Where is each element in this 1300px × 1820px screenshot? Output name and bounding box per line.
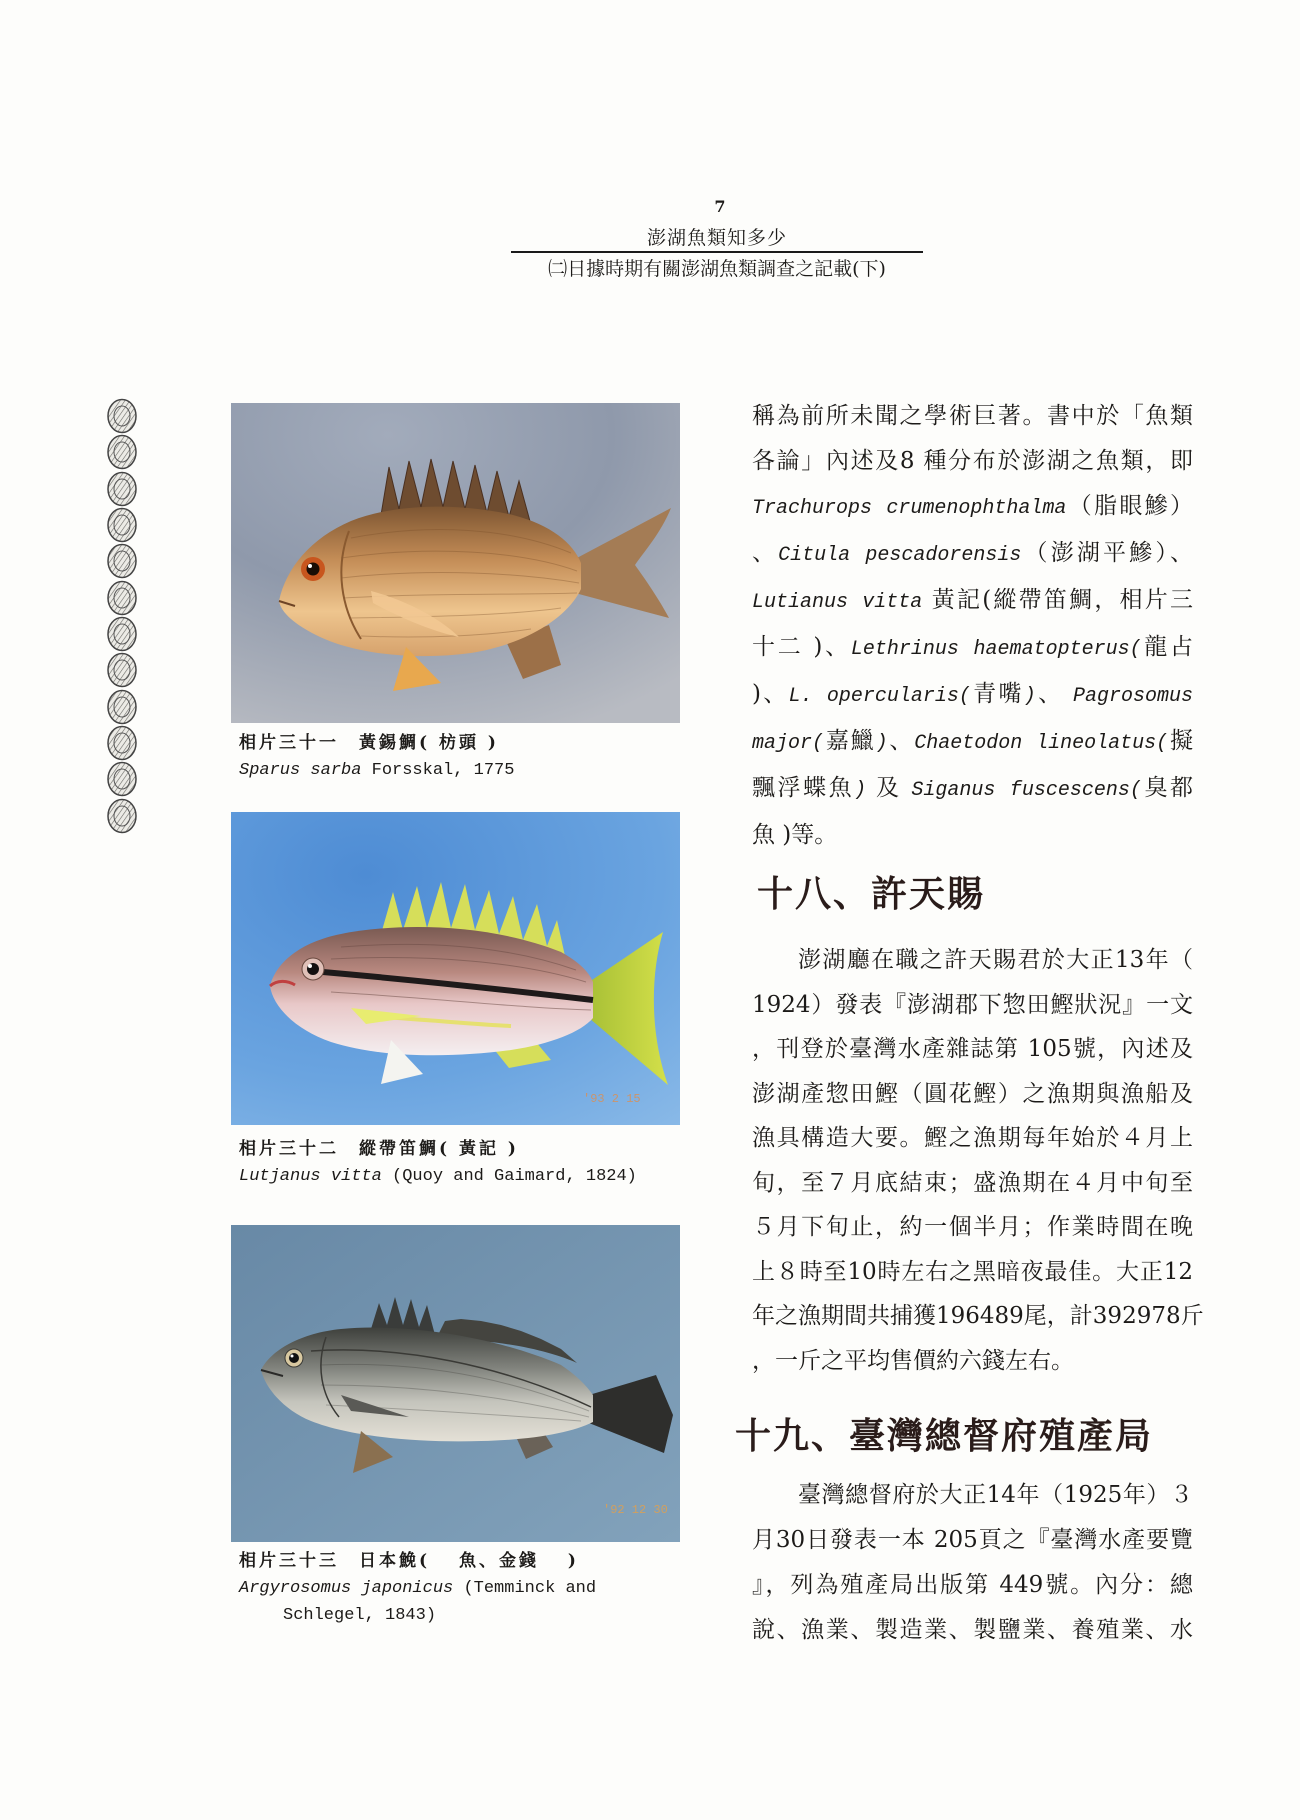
decorative-oval — [108, 509, 136, 542]
latin-name-run: Lethrinus haematopterus( — [850, 638, 1142, 661]
text-line — [752, 531, 1193, 578]
text-line — [752, 1027, 1193, 1072]
eye-highlight — [291, 1355, 294, 1358]
page-number: 7 — [714, 197, 726, 216]
text-line — [752, 983, 1193, 1028]
caption-scientific-line — [239, 1575, 596, 1602]
text-run: 飄浮蝶魚 — [752, 775, 855, 801]
text-run: 青嘴 — [970, 681, 1024, 707]
caption-scientific-line — [239, 1163, 637, 1190]
text-run: 漁具構造大要。鰹之漁期每年始於４月上 — [752, 1125, 1193, 1151]
text-line — [752, 1116, 1193, 1161]
text-run: ，一斤之平均售價約六錢左右。 — [752, 1347, 1074, 1374]
species-authority: Forsskal, 1775 — [361, 761, 515, 780]
fish-pupil — [289, 1353, 299, 1363]
text-run: （脂眼鰺） — [1066, 493, 1193, 519]
body-paragraph-1 — [752, 394, 1193, 858]
fish-pupil — [307, 563, 320, 576]
species-authority-continued: Schlegel, 1843) — [283, 1606, 437, 1625]
text-line — [752, 813, 1193, 858]
text-line — [752, 439, 1193, 484]
text-run: ５月下旬止，約一個半月；作業時間在晚 — [752, 1214, 1193, 1240]
text-line — [752, 1072, 1193, 1117]
decorative-oval — [108, 545, 136, 578]
latin-name-run: major( — [752, 732, 825, 755]
text-line — [752, 578, 1193, 625]
text-line — [752, 1250, 1193, 1295]
text-run: 臭都 — [1141, 775, 1193, 801]
eye-highlight — [308, 564, 312, 568]
text-run: 旬，至７月底結束；盛漁期在４月中旬至 — [752, 1169, 1193, 1196]
latin-name-run: Citula pescadorensis — [778, 544, 1022, 567]
eye-highlight — [308, 964, 312, 968]
text-line — [752, 672, 1193, 719]
decorative-oval — [108, 400, 136, 433]
text-run: 』，列為殖產局出版第 449號。內分：總 — [752, 1572, 1193, 1598]
text-run: 澎湖產惣田鰹（圓花鰹）之漁期與漁船及 — [752, 1080, 1193, 1107]
scientific-name: Argyrosomus japonicus — [239, 1579, 454, 1598]
latin-name-run: ) — [875, 732, 888, 755]
photo-caption-31 — [239, 730, 514, 784]
species-authority: (Temminck and — [453, 1579, 597, 1598]
text-line — [752, 1608, 1193, 1653]
section-heading-18: 十八、許天賜 — [757, 873, 986, 915]
decorative-ornament-column — [102, 398, 142, 840]
text-line — [752, 719, 1193, 766]
text-run: 上８時至10時左右之黑暗夜最佳。大正12 — [752, 1258, 1193, 1285]
text-run: 、 — [752, 540, 779, 566]
caption-label: 相片三十一 黃錫鯛( 枋頭 ) — [239, 733, 499, 753]
scientific-name: Lutjanus vitta — [239, 1167, 382, 1186]
decorative-oval — [108, 436, 136, 469]
body-paragraph-2 — [752, 938, 1204, 1383]
chapter-title: ㈡日據時期有關澎湖魚類調查之記載(下) — [548, 258, 886, 280]
section-heading-19: 十九、臺灣總督府殖產局 — [735, 1415, 1154, 1457]
photo-caption-33 — [239, 1548, 596, 1629]
text-line — [752, 394, 1193, 439]
text-run: 龍占 — [1141, 634, 1194, 660]
text-run: 十二 )、 — [752, 634, 851, 660]
decorative-oval — [108, 800, 136, 833]
text-run: )、 — [752, 681, 789, 707]
text-line — [752, 625, 1193, 672]
text-line — [752, 1294, 1204, 1339]
text-run: 及 — [866, 775, 912, 801]
text-run: 魚 )等。 — [752, 822, 838, 848]
text-run: 嘉鱲 — [824, 728, 876, 754]
series-title: 澎湖魚類知多少 — [646, 227, 787, 249]
text-run: 黃記(縱帶笛鯛，相片三 — [922, 587, 1193, 613]
decorative-oval — [108, 654, 136, 687]
text-line — [752, 938, 1193, 983]
decorative-oval — [108, 763, 136, 796]
text-run: 1924）發表『澎湖郡下惣田鰹狀況』一文 — [752, 991, 1193, 1018]
caption-label: 相片三十二 縱帶笛鯛( 黃記 ) — [239, 1139, 519, 1159]
latin-name-run: Chaetodon lineolatus( — [914, 732, 1169, 755]
latin-name-run: Pagrosomus — [1072, 685, 1193, 708]
fish-photo-lutjanus-vitta — [231, 812, 680, 1125]
latin-name-run: ) — [854, 779, 867, 802]
text-run: 年之漁期間共捕獲196489尾，計392978斤 — [752, 1303, 1204, 1329]
body-paragraph-3 — [752, 1473, 1193, 1653]
text-run: 月30日發表一本 205頁之『臺灣水產要覽 — [752, 1527, 1193, 1553]
decorative-oval — [108, 691, 136, 724]
scientific-name: Sparus sarba — [239, 761, 362, 780]
text-line — [752, 1205, 1193, 1250]
text-line — [752, 484, 1193, 531]
decorative-oval — [108, 727, 136, 760]
header-rule — [511, 251, 923, 253]
species-authority: (Quoy and Gaimard, 1824) — [381, 1167, 637, 1186]
latin-name-run: Lutianus vitta — [752, 591, 923, 614]
decorative-oval — [108, 582, 136, 615]
text-run: 、 — [887, 728, 915, 754]
photo-date-stamp: '93 2 15 — [583, 1092, 641, 1106]
decorative-oval — [108, 618, 136, 651]
text-run: 稱為前所未聞之學術巨著。書中於「魚類 — [752, 403, 1193, 429]
text-run: ，刊登於臺灣水產雜誌第 105號，內述及 — [752, 1036, 1193, 1062]
latin-name-run: L. opercularis( — [788, 685, 971, 708]
caption-label: 相片三十三 日本鮸( 魚、金錢 ) — [239, 1551, 579, 1571]
latin-name-run: Trachurops crumenophthalma — [752, 497, 1067, 520]
text-line — [752, 1161, 1193, 1206]
photo-date-stamp: '92 12 30 — [603, 1503, 668, 1517]
text-line — [752, 1563, 1193, 1608]
text-run: 澎湖廳在職之許天賜君於大正13年（ — [798, 947, 1193, 973]
text-run: 說、漁業、製造業、製鹽業、養殖業、水 — [752, 1617, 1193, 1643]
caption-scientific-line — [239, 757, 514, 784]
fish-photo-argyrosomus-japonicus — [231, 1225, 680, 1542]
fish-photo-sparus-sarba — [231, 403, 680, 723]
text-run: 擬 — [1168, 728, 1194, 754]
text-line — [752, 766, 1193, 813]
latin-name-run: ) — [1023, 685, 1036, 708]
fish-body — [270, 927, 593, 1055]
decorative-oval — [108, 473, 136, 506]
latin-name-run: Siganus fuscescens( — [911, 779, 1142, 802]
text-line — [752, 1473, 1193, 1518]
text-run: （澎湖平鰺）、 — [1021, 540, 1194, 566]
text-line — [752, 1518, 1193, 1563]
text-line — [752, 1339, 1193, 1384]
text-run: 臺灣總督府於大正14年（1925年）３ — [798, 1482, 1193, 1508]
text-run: 各論」內述及8 種分布於澎湖之魚類，即 — [752, 448, 1193, 474]
text-run: 、 — [1035, 681, 1073, 707]
photo-caption-32 — [239, 1136, 637, 1190]
